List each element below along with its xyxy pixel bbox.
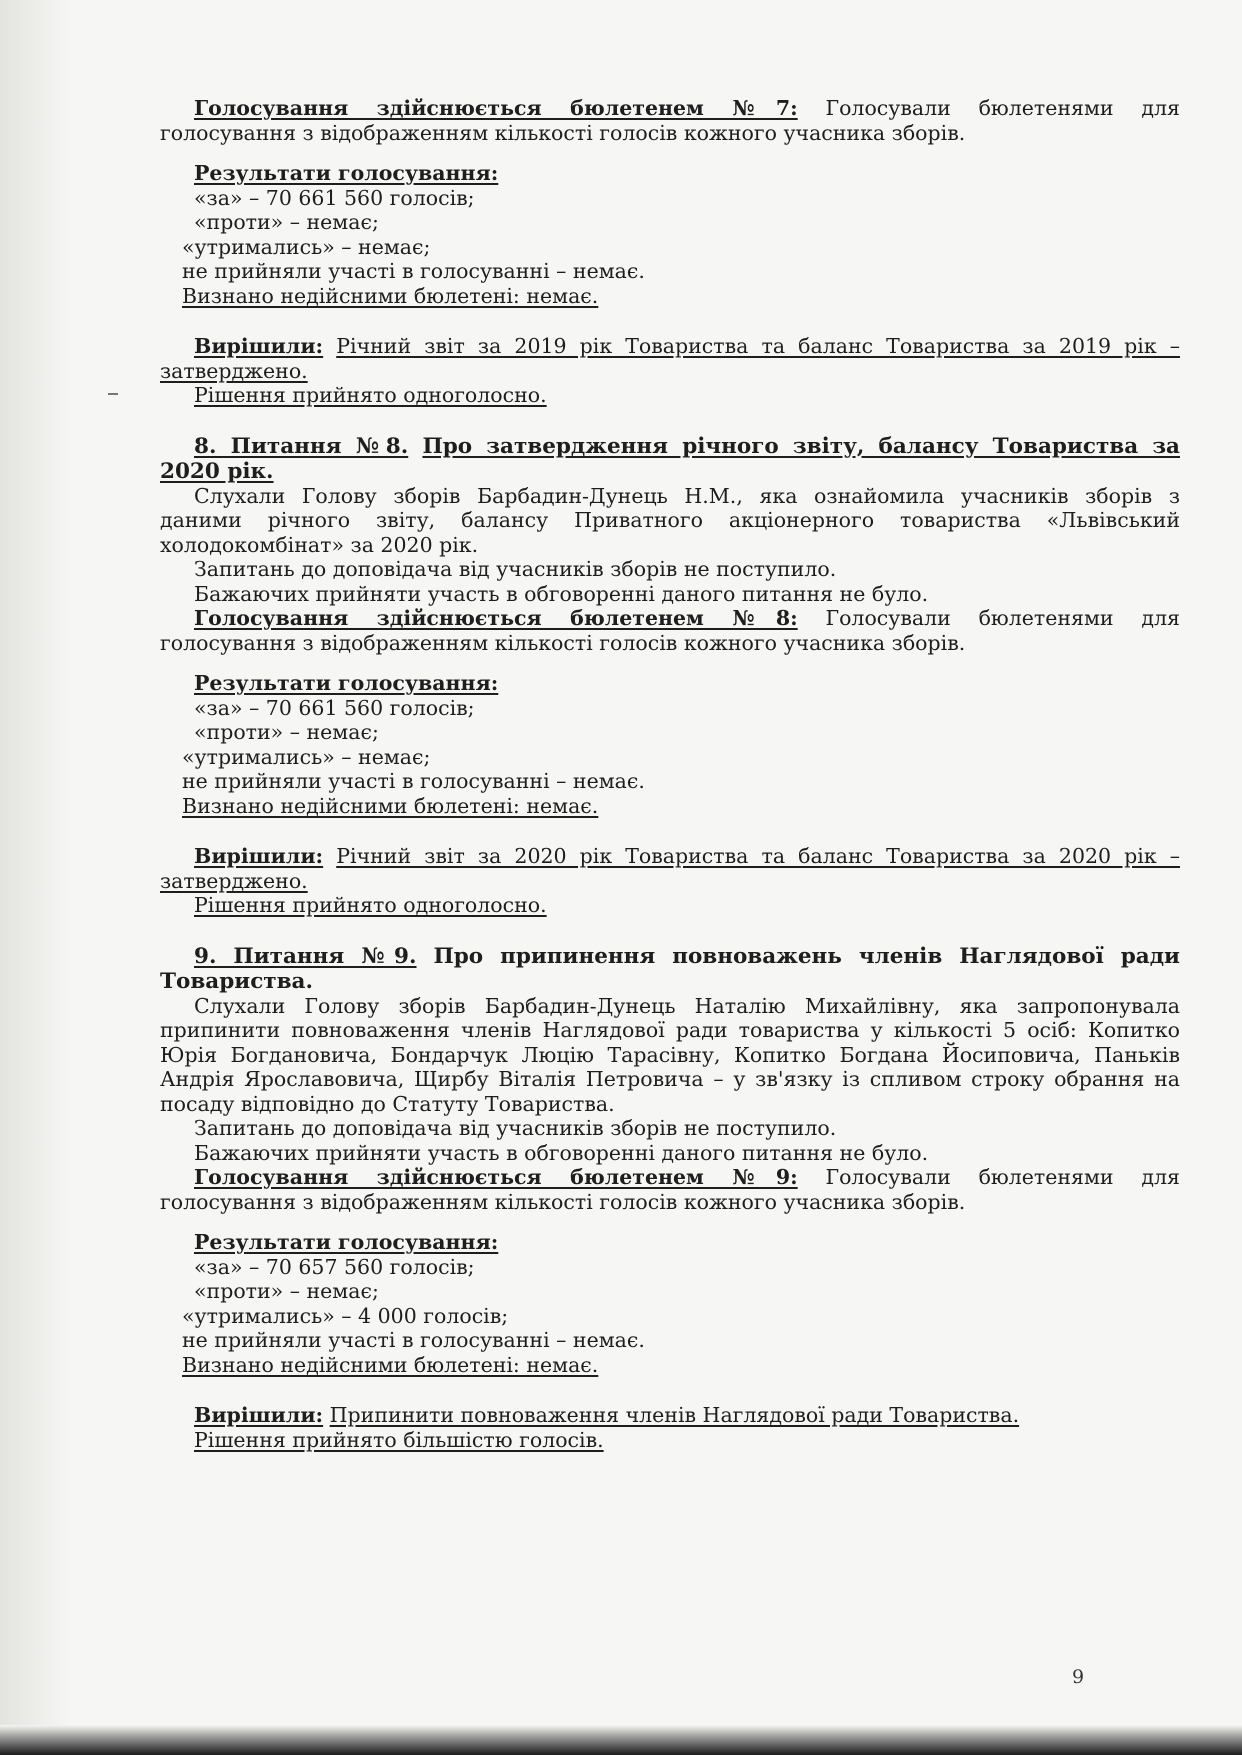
item-9-heard-line5: посаду відповідно до Статуту Товариства. — [160, 1091, 615, 1116]
item-9-heard-line4: Андрія Ярославовича, Щирбу Віталія Петровича – у зв'язку із спливом строку обрання на — [160, 1067, 1180, 1091]
result-against-7: «проти» – немає; — [194, 210, 379, 234]
item-9-no-discussion: Бажаючих прийняти участь в обговоренні даного питання не було. — [194, 1140, 929, 1165]
item-9-heard-line1: Слухали Голову зборів Барбадин-Дунець Наталію Михайлівну, яка запропонувала — [194, 993, 1180, 1018]
decision-9-label: Вирішили: — [194, 1403, 324, 1427]
decision-7-unanimous: Рішення прийнято одноголосно. — [194, 383, 547, 407]
decision-8-line1 — [160, 844, 1180, 869]
result-against-8: «проти» – немає; — [194, 720, 379, 744]
item-8-heard-line3: холодокомбінат» за 2020 рік. — [160, 532, 479, 557]
item-8-heard-line2: даними річного звіту, балансу Приватного акціонерного товариства «Львівський — [160, 508, 1180, 532]
decision-9-text: Припинити повноваження членів Наглядової ради Товариства. — [329, 1403, 1020, 1427]
scan-bottom-edge — [0, 1725, 1242, 1755]
margin-mark — [108, 393, 118, 395]
scan-left-shadow — [0, 0, 70, 1755]
result-against-9: «проти» – немає; — [194, 1279, 379, 1303]
document-body — [160, 96, 1180, 1452]
result-abstained-9: «утримались» – 4 000 голосів; — [182, 1303, 509, 1328]
page-number: 9 — [1072, 1666, 1085, 1688]
result-for-9: «за» – 70 657 560 голосів; — [194, 1254, 475, 1279]
result-not-participated-8: не прийняли участі в голосуванні – немає. — [182, 769, 645, 793]
decision-8-line2: затверджено. — [160, 868, 308, 893]
decision-8-text: Річний звіт за 2020 рік Товариства та баланс Товариства за 2020 рік – — [336, 844, 1180, 868]
voting-ballot-7-line1 — [160, 96, 1180, 121]
item-9-no-questions: Запитань до доповідача від учасників зборів не поступило. — [194, 1116, 837, 1140]
item-8-no-discussion: Бажаючих прийняти участь в обговоренні даного питання не було. — [194, 581, 929, 606]
result-abstained-7: «утримались» – немає; — [182, 234, 431, 259]
voting-ballot-8-line2: голосування з відображенням кількості голосів кожного учасника зборів. — [160, 630, 966, 655]
item-8-heard-line1: Слухали Голову зборів Барбадин-Дунець Н.М., яка ознайомила учасників зборів з — [194, 483, 1180, 508]
voting-ballot-9-line2: голосування з відображенням кількості голосів кожного учасника зборів. — [160, 1189, 966, 1214]
result-abstained-8: «утримались» – немає; — [182, 744, 431, 769]
result-invalid-8: Визнано недійсними бюлетені: немає. — [182, 793, 599, 818]
item-9-heard-line2: припинити повноваження членів Наглядової ради товариства у кількості 5 осіб: Копитко — [160, 1018, 1180, 1042]
results-heading-9: Результати голосування: — [194, 1230, 499, 1254]
decision-8-unanimous: Рішення прийнято одноголосно. — [194, 893, 547, 917]
voting-ballot-9-text: Голосували бюлетенями для — [825, 1165, 1180, 1189]
result-for-7: «за» – 70 661 560 голосів; — [194, 185, 475, 210]
voting-ballot-7-label: Голосування здійснюється бюлетенем №7: — [194, 96, 798, 120]
decision-9-line1 — [160, 1403, 1180, 1428]
item-8-no-questions: Запитань до доповідача від учасників зборів не поступило. — [194, 557, 837, 581]
voting-ballot-9-label: Голосування здійснюється бюлетенем №9: — [194, 1165, 798, 1189]
voting-ballot-7-line2: голосування з відображенням кількості голосів кожного учасника зборів. — [160, 120, 966, 145]
item-8-heading-line2: 2020 рік. — [160, 458, 274, 484]
item-8-heading-title: Про затвердження річного звіту, балансу Товариства за — [422, 433, 1180, 459]
result-invalid-9: Визнано недійсними бюлетені: немає. — [182, 1352, 599, 1377]
voting-ballot-8-label: Голосування здійснюється бюлетенем №8: — [194, 606, 798, 630]
voting-ballot-7-text: Голосували бюлетенями для — [825, 96, 1180, 120]
results-heading-8: Результати голосування: — [194, 671, 499, 695]
item-8-heading-line1 — [160, 434, 1180, 459]
decision-7-line2: затверджено. — [160, 358, 308, 383]
decision-7-label: Вирішили: — [194, 334, 324, 358]
item-9-heading-line1 — [160, 944, 1180, 969]
result-for-8: «за» – 70 661 560 голосів; — [194, 695, 475, 720]
decision-7-text: Річний звіт за 2019 рік Товариства та баланс Товариства за 2019 рік – — [336, 334, 1180, 358]
item-9-heading-number: 9. Питання №9. — [194, 943, 417, 969]
result-not-participated-9: не прийняли участі в голосуванні – немає. — [182, 1328, 645, 1352]
result-not-participated-7: не прийняли участі в голосуванні – немає. — [182, 259, 645, 283]
decision-7-line1 — [160, 334, 1180, 359]
result-invalid-7: Визнано недійсними бюлетені: немає. — [182, 283, 599, 308]
item-9-heard-line3: Юрія Богдановича, Бондарчук Люцію Тарасівну, Копитко Богдана Йосиповича, Паньків — [160, 1042, 1180, 1067]
decision-9-majority: Рішення прийнято більшістю голосів. — [194, 1427, 604, 1452]
item-9-heading-title: Про припинення повноважень членів Наглядової ради — [433, 943, 1180, 969]
decision-8-label: Вирішили: — [194, 844, 324, 868]
item-8-heading-number: 8. Питання №8. — [194, 433, 409, 459]
results-heading-7: Результати голосування: — [194, 161, 499, 185]
item-9-heading-line2: Товариства. — [160, 968, 313, 994]
voting-ballot-8-text: Голосували бюлетенями для — [825, 606, 1180, 630]
voting-ballot-8-line1 — [160, 606, 1180, 631]
voting-ballot-9-line1 — [160, 1165, 1180, 1190]
